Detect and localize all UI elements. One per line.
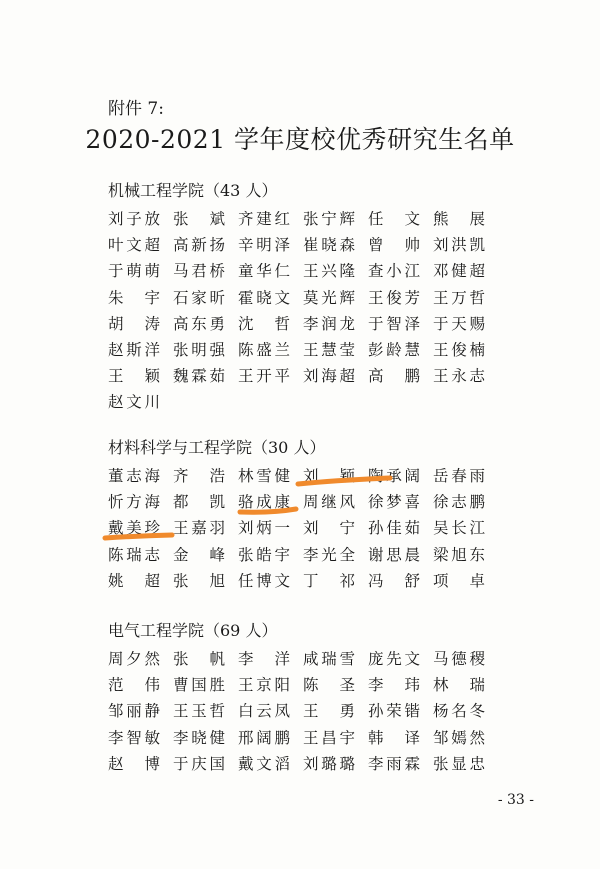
student-name: 王俊芳 (368, 288, 420, 307)
student-name: 王开平 (238, 367, 290, 386)
student-name: 于萌萌 (108, 262, 160, 281)
student-name: 叶文超 (108, 236, 160, 255)
student-name: 石家昕 (173, 288, 225, 307)
student-name: 徐志鹏 (433, 493, 485, 512)
student-name: 曹国胜 (173, 676, 225, 695)
section-mechanical (108, 177, 498, 416)
student-name: 韩 译 (368, 728, 420, 747)
student-name: 彭龄慧 (368, 340, 420, 359)
student-name: 王嘉羽 (173, 519, 225, 538)
student-name: 童华仁 (238, 262, 290, 281)
student-name: 庞先文 (368, 650, 420, 668)
student-name: 辛明泽 (238, 236, 290, 255)
section-heading: 材料科学与工程学院（30 人） (108, 438, 326, 457)
student-name: 张皓宇 (238, 545, 290, 564)
page-number: - 33 - (497, 792, 534, 808)
student-name: 林 瑞 (433, 676, 485, 695)
student-name: 刘璐璐 (303, 754, 355, 773)
student-name: 董志海 (108, 467, 160, 485)
name-grid (108, 206, 498, 416)
student-name: 赵文川 (108, 393, 160, 412)
student-name: 王玉哲 (173, 702, 225, 721)
student-name: 陈 圣 (303, 676, 355, 695)
student-name: 任 文 (368, 210, 420, 228)
student-name: 高新扬 (173, 236, 225, 255)
student-name: 刘 颖 (303, 467, 355, 485)
student-name: 陶承阔 (368, 467, 420, 485)
student-name: 马君桥 (173, 262, 225, 281)
student-name: 邓健超 (433, 262, 485, 281)
student-name: 于天赐 (433, 314, 485, 333)
student-name: 张 斌 (173, 210, 225, 228)
student-name: 霍晓文 (238, 288, 290, 307)
section-heading: 电气工程学院（69 人） (108, 621, 278, 640)
student-name: 张明强 (173, 340, 225, 359)
student-name: 王昌宇 (303, 728, 355, 747)
student-name: 张 帆 (173, 650, 225, 668)
student-name: 张宁辉 (303, 210, 355, 228)
student-name: 杨名冬 (433, 702, 485, 721)
student-name: 王 颖 (108, 367, 160, 386)
student-name: 邹嫣然 (433, 728, 485, 747)
student-name: 李润龙 (303, 314, 355, 333)
student-name: 齐建红 (238, 210, 290, 228)
name-grid (108, 646, 498, 777)
section-materials (108, 434, 498, 594)
student-name: 朱 宇 (108, 288, 160, 307)
section-heading: 机械工程学院（43 人） (108, 181, 278, 200)
student-name: 周继风 (303, 493, 355, 512)
student-name: 赵 博 (108, 754, 160, 773)
student-name: 崔晓森 (303, 236, 355, 255)
student-name: 谢思晨 (368, 545, 420, 564)
student-name: 邢阔鹏 (238, 728, 290, 747)
student-name: 姚 超 (108, 571, 160, 590)
student-name: 徐梦喜 (368, 493, 420, 512)
student-name: 高东勇 (173, 314, 225, 333)
student-name: 于智泽 (368, 314, 420, 333)
student-name: 咸瑞雪 (303, 650, 355, 668)
student-name: 王兴隆 (303, 262, 355, 281)
student-name: 孙荣锴 (368, 702, 420, 721)
student-name: 丁 祁 (303, 571, 355, 590)
student-name: 戴美珍 (108, 519, 160, 538)
student-name: 都 凯 (173, 493, 225, 512)
student-name: 金 峰 (173, 545, 225, 564)
student-name: 熊 展 (433, 210, 485, 228)
student-name: 张显忠 (433, 754, 485, 773)
student-name: 王俊楠 (433, 340, 485, 359)
student-name: 李晓健 (173, 728, 225, 747)
student-name: 张 旭 (173, 571, 225, 590)
student-name: 周夕然 (108, 650, 160, 668)
student-name: 项 卓 (433, 571, 485, 590)
student-name: 岳春雨 (433, 467, 485, 485)
student-name: 齐 浩 (173, 467, 225, 485)
student-name: 刘子放 (108, 210, 160, 228)
student-name: 胡 涛 (108, 314, 160, 333)
student-name: 王永志 (433, 367, 485, 386)
student-name: 高 鹏 (368, 367, 420, 386)
student-name: 吴长江 (433, 519, 485, 538)
student-name: 戴文滔 (238, 754, 290, 773)
student-name: 刘 宁 (303, 519, 355, 538)
student-name: 曾 帅 (368, 236, 420, 255)
student-name: 李光全 (303, 545, 355, 564)
student-name: 于庆国 (173, 754, 225, 773)
student-name: 任博文 (238, 571, 290, 590)
student-name: 莫光辉 (303, 288, 355, 307)
student-name: 王 勇 (303, 702, 355, 721)
student-name: 刘洪凯 (433, 236, 485, 255)
student-name: 骆成康 (238, 493, 290, 512)
student-name: 范 伟 (108, 676, 160, 695)
name-grid (108, 463, 498, 594)
student-name: 孙佳茹 (368, 519, 420, 538)
student-name: 李 洋 (238, 650, 290, 668)
student-name: 忻方海 (108, 493, 160, 512)
student-name: 李雨霖 (368, 754, 420, 773)
student-name: 赵斯洋 (108, 340, 160, 359)
document-title: 2020-2021 学年度校优秀研究生名单 (85, 125, 515, 154)
student-name: 王万哲 (433, 288, 485, 307)
student-name: 王京阳 (238, 676, 290, 695)
student-name: 马德稷 (433, 650, 485, 668)
student-name: 陈盛兰 (238, 340, 290, 359)
section-electrical (108, 617, 498, 777)
student-name: 冯 舒 (368, 571, 420, 590)
student-name: 查小江 (368, 262, 420, 281)
student-name: 李 玮 (368, 676, 420, 695)
student-name: 陈瑞志 (108, 545, 160, 564)
student-name: 梁旭东 (433, 545, 485, 564)
student-name: 白云凤 (238, 702, 290, 721)
student-name: 刘炳一 (238, 519, 290, 538)
student-name: 邹丽静 (108, 702, 160, 721)
student-name: 刘海超 (303, 367, 355, 386)
attachment-label: 附件 7: (108, 99, 164, 119)
student-name: 王慧莹 (303, 340, 355, 359)
student-name: 李智敏 (108, 728, 160, 747)
student-name: 沈 哲 (238, 314, 290, 333)
student-name: 魏霖茹 (173, 367, 225, 386)
student-name: 林雪健 (238, 467, 290, 485)
